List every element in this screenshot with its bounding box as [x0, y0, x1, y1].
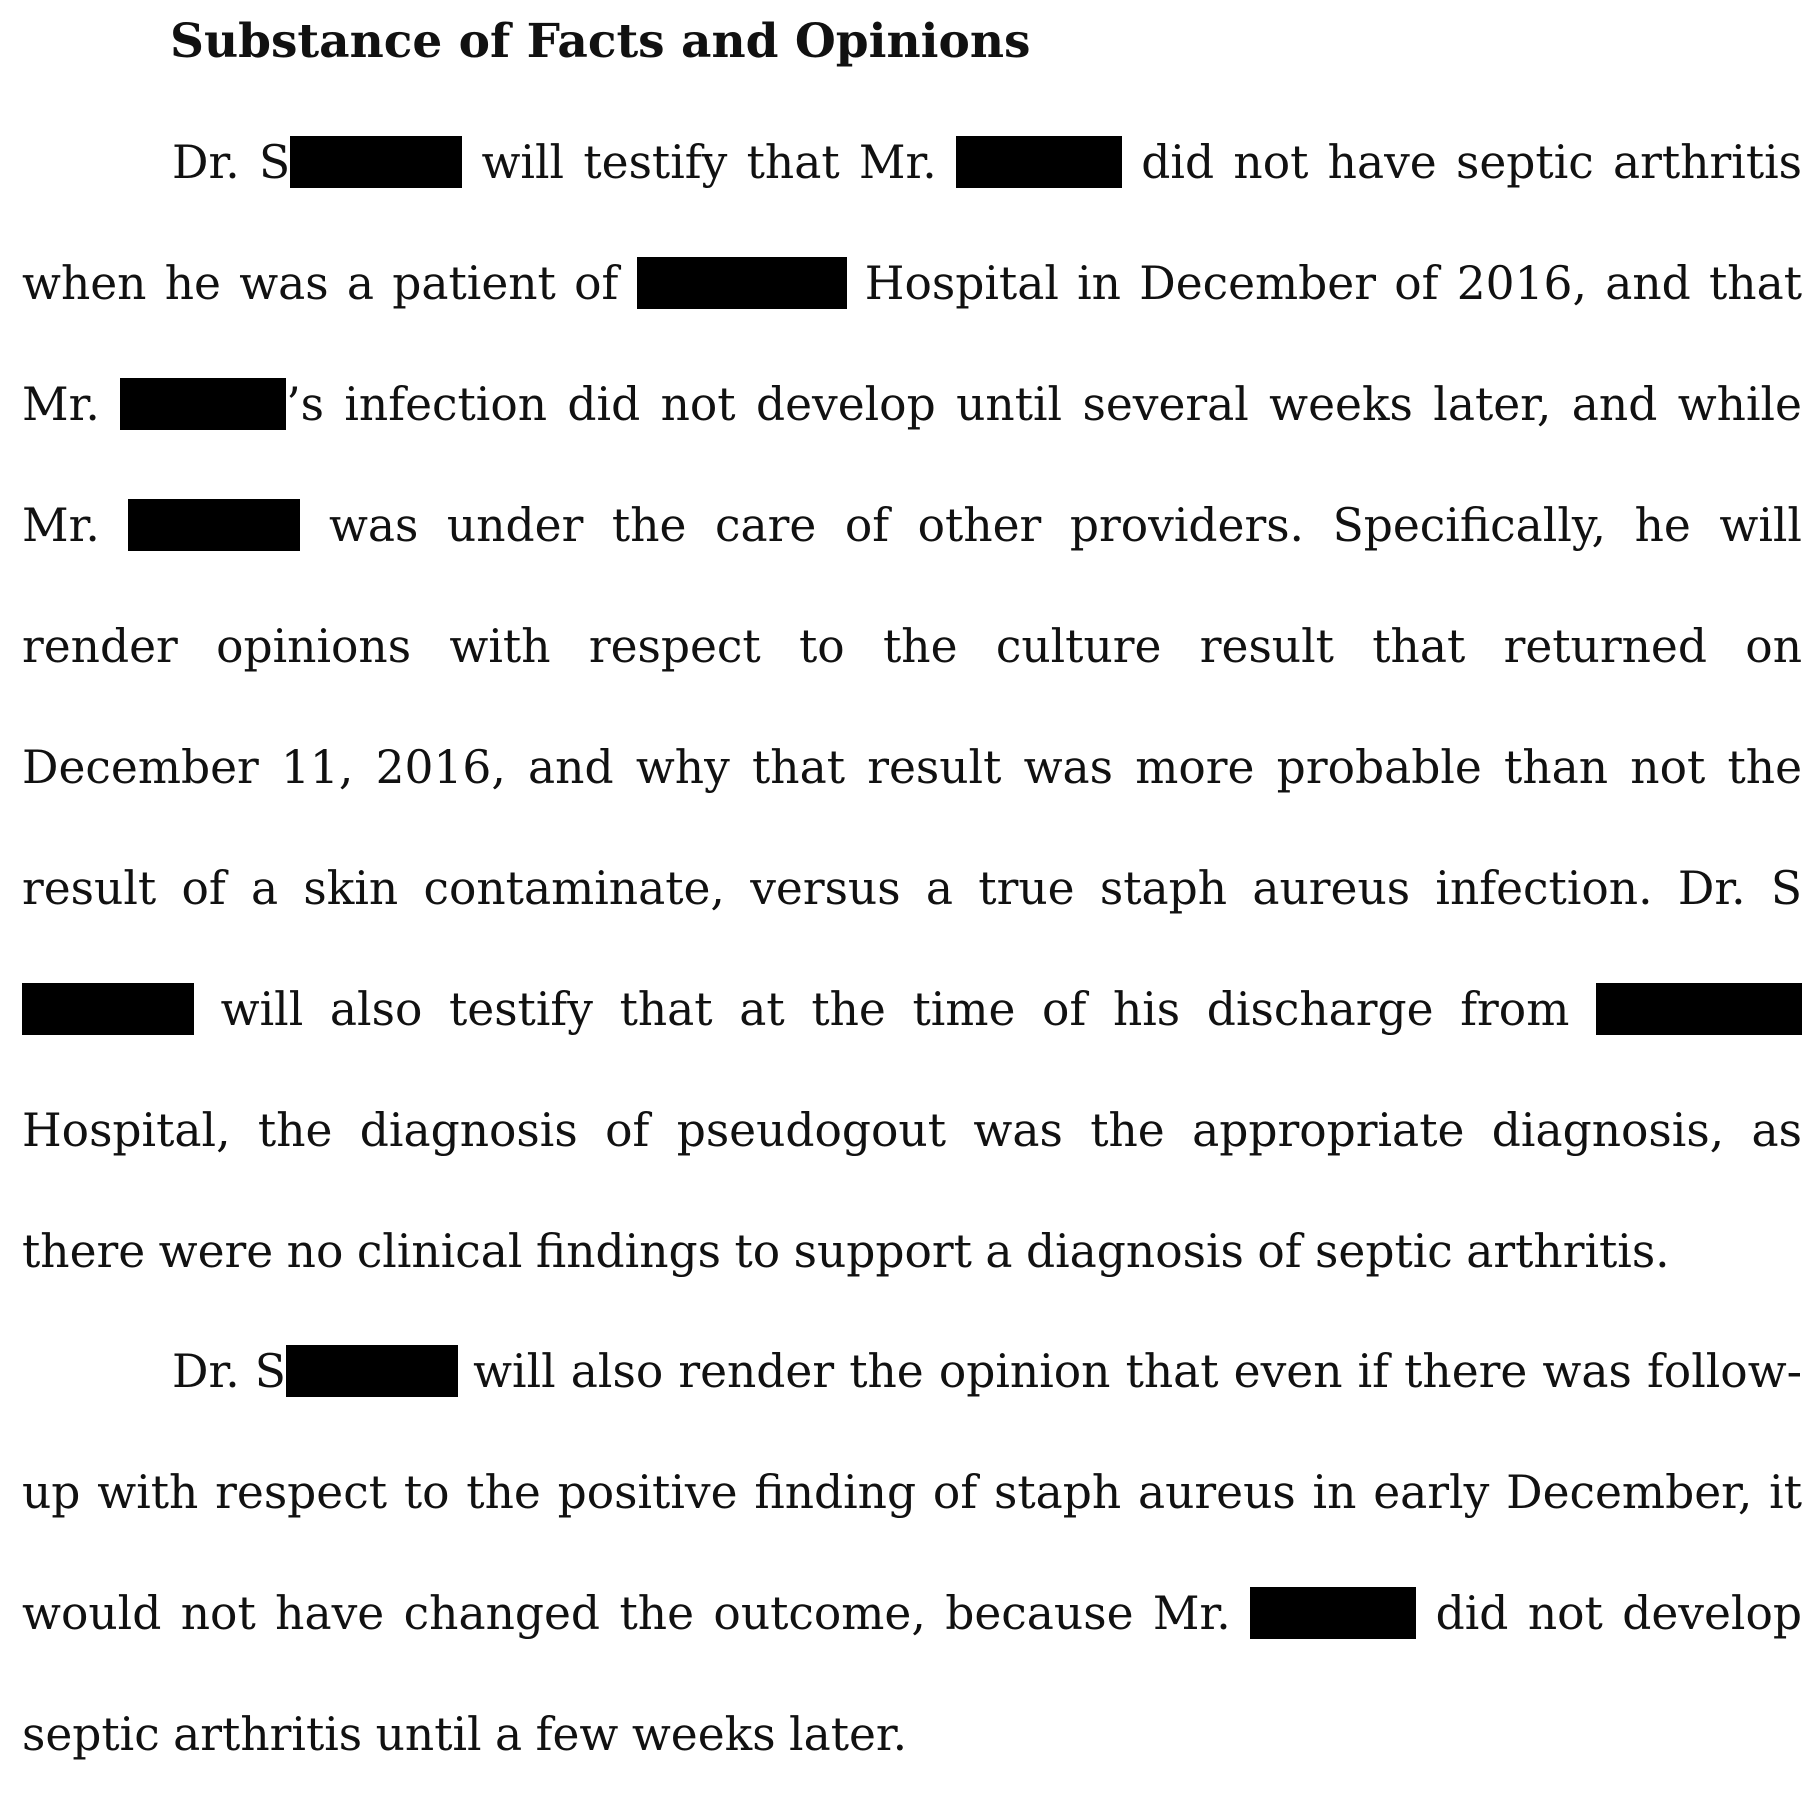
section-heading: Substance of Facts and Opinions [170, 14, 1031, 69]
text-segment: will testify that Mr. [462, 136, 956, 189]
redaction-block [1596, 983, 1802, 1035]
text-segment: Dr. S [172, 1345, 286, 1398]
text-segment: will also testify that at the time of his discharge from [194, 983, 1596, 1036]
text-segment: did not develop septic arthritis until a few weeks later. [22, 1587, 1803, 1761]
redaction-block [1250, 1587, 1416, 1639]
paragraph-1 [22, 102, 1802, 1312]
redaction-block [128, 499, 300, 551]
redaction-block [286, 1345, 458, 1397]
redaction-block [637, 257, 847, 309]
redaction-block [22, 983, 194, 1035]
text-segment: Hospital, the diagnosis of pseudogout was the appropriate diagnosis, as there were no clinical findings to support a diagnosis of septic arthritis. [22, 1104, 1802, 1278]
redaction-block [290, 136, 462, 188]
text-segment: ’s infection did not develop until several weeks later, and while Mr. [22, 378, 1802, 552]
redaction-block [120, 378, 286, 430]
text-segment: did not have septic arthritis when he was a patient of [22, 136, 1803, 310]
text-segment: will also render the opinion that even if there was follow-up with respect to the positive finding of staph aureus in early December, it would not have changed the outcome, because Mr. [22, 1345, 1803, 1640]
redaction-block [956, 136, 1122, 188]
paragraph-2 [22, 1311, 1802, 1795]
text-segment: Hospital in December of 2016, and that Mr. [22, 257, 1802, 431]
text-segment: was under the care of other providers. Specifically, he will render opinions with respect to the culture result that returned on December 11, 2016, and why that result was more probable than not the result of a skin contaminate, versus a true staph aureus infection. Dr. S [22, 499, 1802, 915]
text-segment: Dr. S [172, 136, 291, 189]
